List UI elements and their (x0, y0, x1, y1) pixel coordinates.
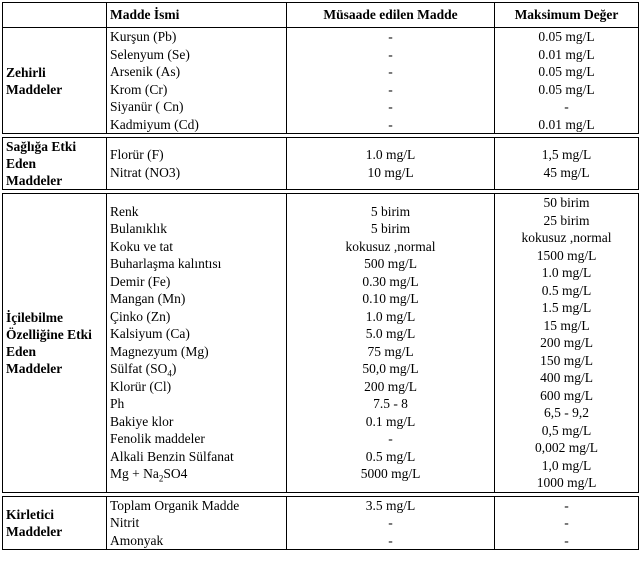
allowed-value: 10 mg/L (367, 164, 414, 180)
max-value: 0.05 mg/L (538, 64, 595, 79)
max-value: 15 mg/L (543, 317, 590, 333)
allowed-value: 0.1 mg/L (365, 413, 416, 429)
category-line: Maddeler (6, 81, 63, 97)
substance-name: Fenolik maddeler (110, 431, 205, 447)
substance-name: Mangan (Mn) (110, 291, 186, 307)
mgna-tail: SO4 (163, 466, 188, 482)
allowed-value: - (388, 29, 393, 44)
allowed-value: 0.5 mg/L (365, 448, 416, 464)
max-value: 0.01 mg/L (538, 46, 595, 62)
max-value: 1.5 mg/L (541, 300, 592, 315)
category-line: Sağlığa Etki (6, 139, 77, 154)
allowed-value: - (388, 81, 393, 97)
allowed-value: 5000 mg/L (360, 466, 421, 482)
allowed-value: 75 mg/L (367, 343, 414, 359)
mgna-subscript: 2 (158, 473, 164, 484)
allowed-cell (287, 138, 495, 190)
max-value: 600 mg/L (540, 387, 593, 403)
max-value: 0,5 mg/L (541, 422, 592, 438)
max-value: 400 mg/L (540, 370, 593, 385)
mgna-label: Mg + Na (110, 466, 159, 482)
allowed-value: 1.0 mg/L (365, 308, 416, 324)
max-value: 0,002 mg/L (535, 440, 598, 455)
substance-name: Magnezyum (Mg) (110, 343, 209, 359)
max-value: 0.5 mg/L (541, 282, 592, 298)
header-max: Maksimum Değer (495, 3, 639, 28)
substance-name: Amonyak (110, 532, 164, 548)
category-cell (3, 138, 107, 190)
substance-name-sulfat (110, 360, 283, 378)
substance-name: Kurşun (Pb) (110, 29, 177, 44)
substance-name-mgna (110, 465, 283, 483)
category-line: Zehirli (6, 64, 46, 80)
max-cell (495, 138, 639, 190)
substance-name: Bulanıklık (110, 221, 167, 237)
max-value: 1,0 mg/L (541, 457, 592, 473)
substance-name: Renk (110, 203, 139, 219)
allowed-value: 5 birim (370, 221, 411, 237)
group-row-health (3, 138, 639, 190)
sulfat-close: ) (171, 361, 177, 377)
category-cell (3, 194, 107, 493)
category-line: Eden (6, 156, 37, 171)
names-cell (107, 496, 287, 550)
allowed-cell (287, 496, 495, 550)
allowed-value: - (388, 515, 393, 530)
allowed-value: 1.0 mg/L (365, 147, 416, 162)
substance-name: Ph (110, 396, 125, 412)
max-cell (495, 194, 639, 493)
max-value: 25 birim (543, 212, 590, 228)
substance-name: Bakiye klor (110, 413, 174, 429)
substance-name: Çinko (Zn) (110, 308, 171, 324)
max-value: 6,5 - 9,2 (544, 405, 589, 420)
allowed-value: - (388, 99, 393, 114)
max-value: 150 mg/L (540, 352, 593, 368)
sulfat-subscript: 4 (167, 368, 172, 379)
allowed-value: 200 mg/L (364, 378, 417, 394)
allowed-value: 3.5 mg/L (365, 497, 416, 513)
max-value: 45 mg/L (543, 164, 590, 180)
max-cell (495, 28, 639, 134)
group-row-pollutant (3, 496, 639, 550)
substance-name: Klorür (Cl) (110, 378, 172, 394)
max-value: - (564, 532, 569, 548)
substance-name: Kalsiyum (Ca) (110, 326, 190, 342)
max-value: 200 mg/L (540, 335, 593, 350)
names-cell (107, 194, 287, 493)
allowed-value: 5 birim (370, 203, 411, 219)
substance-name: Kadmiyum (Cd) (110, 116, 199, 132)
names-cell (107, 138, 287, 190)
substance-name: Alkali Benzin Sülfanat (110, 448, 234, 464)
max-value: 50 birim (543, 195, 590, 210)
max-value: 0.05 mg/L (538, 29, 595, 44)
allowed-value: - (388, 116, 393, 132)
water-quality-table (2, 2, 639, 550)
max-value: - (564, 515, 569, 530)
category-line: İçilebilme (6, 309, 63, 325)
header-row (3, 3, 639, 28)
allowed-cell (287, 28, 495, 134)
max-value: 1000 mg/L (536, 475, 597, 490)
allowed-value: - (388, 431, 393, 447)
sulfat-label: Sülfat (SO (110, 361, 168, 377)
category-cell (3, 496, 107, 550)
substance-name: Nitrat (NO3) (110, 164, 181, 180)
allowed-value: - (388, 46, 393, 62)
group-row-potability (3, 194, 639, 493)
header-name: Madde İsmi (107, 3, 287, 28)
category-line: Eden (6, 343, 37, 359)
header-allowed: Müsaade edilen Madde (287, 3, 495, 28)
allowed-value: 0.10 mg/L (362, 291, 419, 307)
substance-name: Demir (Fe) (110, 273, 171, 289)
max-value: 1,5 mg/L (541, 147, 592, 162)
names-cell (107, 28, 287, 134)
max-value: - (564, 497, 569, 513)
allowed-value: kokusuz ,normal (345, 238, 436, 254)
max-cell (495, 496, 639, 550)
max-value: 0.05 mg/L (538, 81, 595, 97)
allowed-value: 5.0 mg/L (365, 326, 416, 342)
allowed-cell (287, 194, 495, 493)
substance-name: Florür (F) (110, 147, 164, 162)
allowed-value: 50,0 mg/L (362, 361, 419, 377)
category-cell (3, 28, 107, 134)
substance-name: Koku ve tat (110, 238, 173, 254)
max-value: 1.0 mg/L (541, 265, 592, 280)
substance-name: Selenyum (Se) (110, 46, 190, 62)
allowed-value: - (388, 64, 393, 79)
max-value: 1500 mg/L (536, 247, 597, 263)
substance-name: Buharlaşma kalıntısı (110, 256, 222, 272)
category-line: Maddeler (6, 360, 63, 376)
category-line: Maddeler (6, 173, 63, 188)
max-value: 0.01 mg/L (538, 116, 595, 132)
group-row-toxic (3, 28, 639, 134)
max-value: - (564, 99, 569, 114)
category-line: Kirletici (6, 506, 54, 522)
allowed-value: 0.30 mg/L (362, 273, 419, 289)
substance-name: Siyanür ( Cn) (110, 99, 184, 114)
category-line: Maddeler (6, 523, 63, 539)
category-line: Özelliğine Etki (6, 326, 92, 342)
substance-name: Nitrit (110, 515, 140, 530)
allowed-value: - (388, 532, 393, 548)
allowed-value: 500 mg/L (364, 256, 417, 272)
header-category (3, 3, 107, 28)
max-value: kokusuz ,normal (521, 230, 612, 245)
substance-name: Toplam Organik Madde (110, 497, 240, 513)
substance-name: Arsenik (As) (110, 64, 181, 79)
substance-name: Krom (Cr) (110, 81, 168, 97)
allowed-value: 7.5 - 8 (373, 396, 408, 412)
